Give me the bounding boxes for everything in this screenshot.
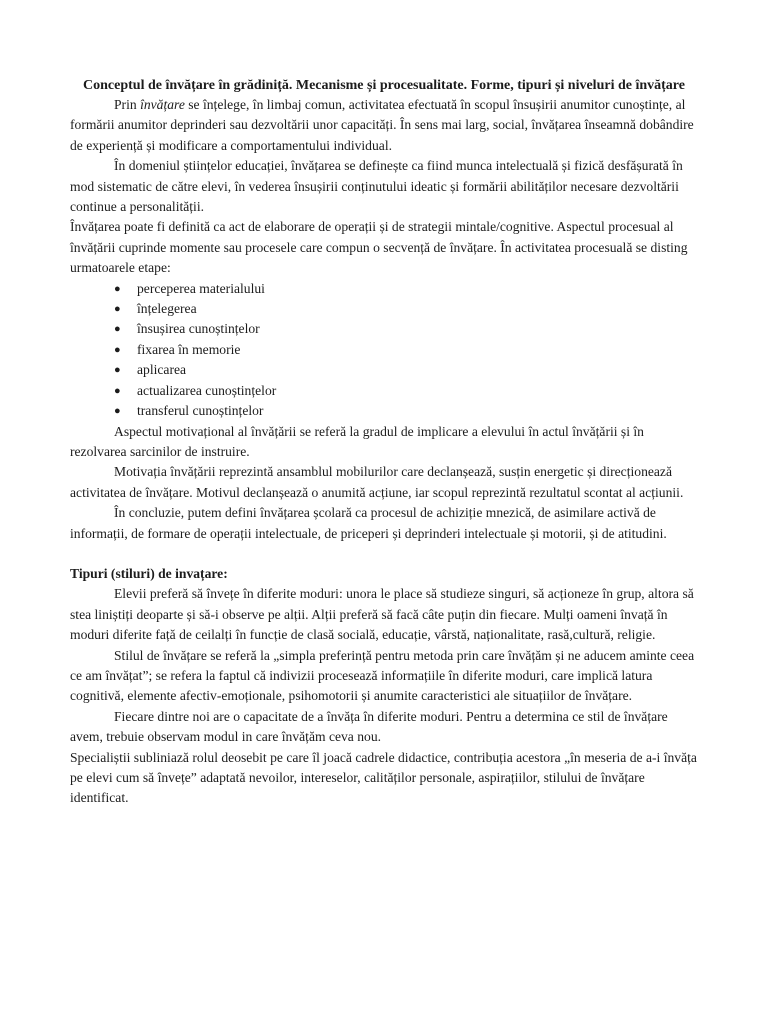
list-item-text: fixarea în memorie xyxy=(137,341,241,357)
intro-rest: se înțelege, în limbaj comun, activitatea efectuată în scopul însușirii anumitor cunoștințe, al formării anumitor deprinderi sau dezvoltării unor capacități. În sens mai larg, social, învățarea înseamnă dobândire de experiență și modificare a comportamentului individual. xyxy=(70,97,694,153)
intro-prefix: Prin xyxy=(114,97,141,112)
bullet-icon: ● xyxy=(114,323,121,336)
list-item-text: perceperea materialului xyxy=(137,280,265,296)
paragraph-motivation: Motivația învățării reprezintă ansamblul mobilurilor care declanșează, susțin energetic și direcționează activitatea de învățare. Motivul declanșează o anumită acțiune, iar scopul reprezintă rezultatul scontat al acțiunii. xyxy=(70,464,684,500)
list-item xyxy=(114,319,698,339)
bullet-icon: ● xyxy=(114,343,121,356)
list-item xyxy=(114,360,698,380)
list-item-text: actualizarea cunoștințelor xyxy=(137,382,277,398)
list-item-text: transferul cunoștințelor xyxy=(137,403,264,419)
section-heading: Tipuri (stiluri) de invațare: xyxy=(70,565,228,581)
paragraph-motivation-aspect: Aspectul motivațional al învățării se referă la gradul de implicare a elevului în actul învățării și în rezolvarea sarcinilor de instruire. xyxy=(70,423,644,459)
intro-term: învățare xyxy=(140,97,185,112)
bullet-icon: ● xyxy=(114,303,121,316)
intro-paragraph xyxy=(70,95,698,156)
bullet-icon: ● xyxy=(114,384,121,397)
paragraph-definition: În domeniul științelor educației, învățarea se definește ca fiind munca intelectuală și fizică desfășurată în mod sistematic de către elevi, în vederea însușirii conținutului ideatic și formării abilităților necesare dezvoltării continue a personalității. xyxy=(70,158,683,215)
list-item xyxy=(114,279,698,299)
bullet-icon: ● xyxy=(114,364,121,377)
bullet-icon: ● xyxy=(114,282,121,295)
stages-list xyxy=(70,279,698,422)
paragraph-conclusion: În concluzie, putem defini învățarea școlară ca procesul de achiziție mnezică, de asimilare activă de informații, de formare de operații intelectuale, de priceperi și deprinderi intelectuale și motorii, și de atitudini. xyxy=(70,505,667,541)
section-spacer xyxy=(70,544,698,564)
list-item xyxy=(114,401,698,421)
list-item-text: înțelegerea xyxy=(137,301,197,317)
paragraph-learning-style: Stilul de învățare se referă la „simpla preferință pentru metoda prin care învățăm și ne aducem aminte ceea ce am învățat”; se refera la faptul că indivizii procesează informațiile în diferite moduri, care implică latura cognitivă, elemente afectiv-emoționale, psihomotorii și anumite caracteristici ale situațiilor de învățare. xyxy=(70,647,695,704)
paragraph-process: Învățarea poate fi definită ca act de elaborare de operații și de strategii mintale/cognitive. Aspectul procesual al învățării cuprinde momente sau procesele care compun o secvență de învățare. În activitatea procesuală se disting urmatoarele etape: xyxy=(70,219,688,276)
paragraph-learning-preferences: Elevii preferă să învețe în diferite moduri: unora le place să studieze singuri, să acționeze în grup, altora să stea liniștiți deoparte și să-i observe pe alții. Alții preferă să facă câte puțin din fiecare. Mulți oameni învață în moduri diferite față de ceilalți în funcție de clasă socială, educație, vârstă, naționalitate, rasă,cultură, religie. xyxy=(70,586,694,643)
bullet-icon: ● xyxy=(114,405,121,418)
list-item-text: aplicarea xyxy=(137,362,187,378)
list-item xyxy=(114,299,698,319)
document-title: Conceptul de învățare în grădiniță. Mecanisme și procesualitate. Forme, tipuri și niveluri de învățare xyxy=(83,78,685,93)
document-body xyxy=(70,76,698,809)
list-item xyxy=(114,381,698,401)
list-item xyxy=(114,340,698,360)
paragraph-capacity: Fiecare dintre noi are o capacitate de a învăța în diferite moduri. Pentru a determina ce stil de învățare avem, trebuie observam modul in care învățăm ceva nou. xyxy=(70,708,668,745)
paragraph-specialists: Specialiștii subliniază rolul deosebit pe care îl joacă cadrele didactice, contribuția acestora „în meseria de a-i învăța pe elevi cum să învețe” adaptată nevoilor, intereselor, calităților personale, aspirațiilor, stilului de învățare identificat. xyxy=(70,749,697,806)
list-item-text: însușirea cunoștințelor xyxy=(137,321,260,337)
